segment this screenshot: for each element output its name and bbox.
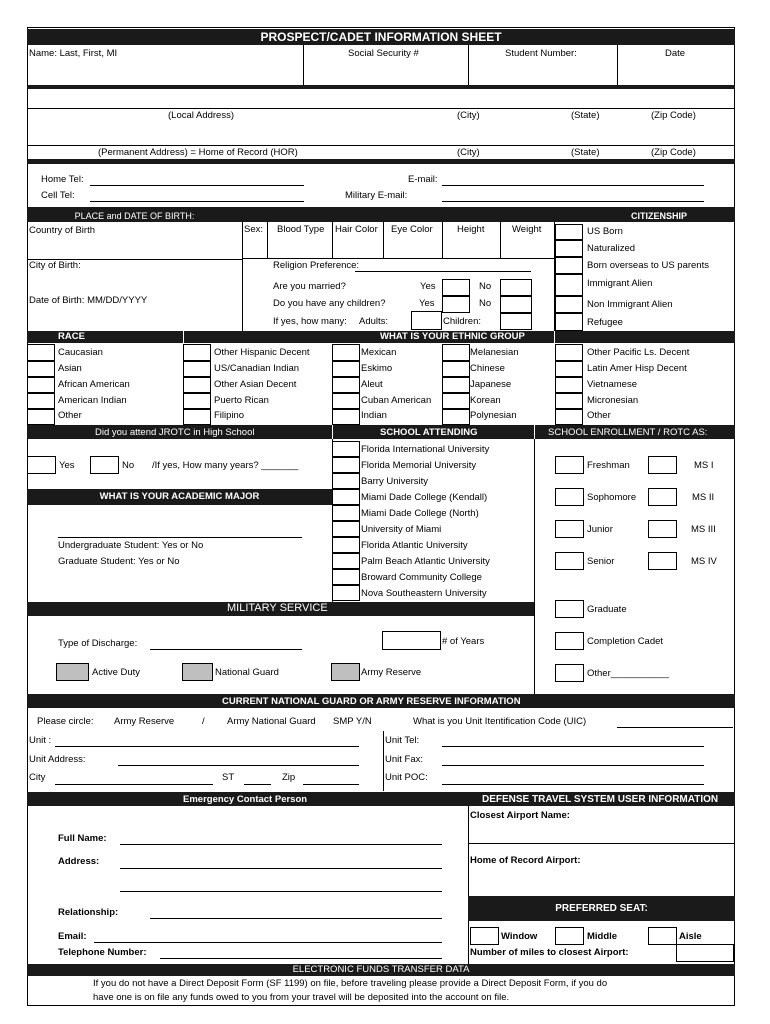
- race2-box-1[interactable]: [183, 361, 211, 377]
- other-box[interactable]: [555, 664, 584, 682]
- eth2-box-4[interactable]: [442, 409, 470, 425]
- closest-airport-label: Closest Airport Name:: [470, 810, 570, 821]
- eth2-label-3: Korean: [470, 395, 501, 406]
- eth2-label-1: Chinese: [470, 363, 505, 374]
- ms-box-1[interactable]: [648, 488, 677, 506]
- dts-header: DEFENSE TRAVEL SYSTEM USER INFORMATION: [482, 794, 719, 805]
- school-box-2[interactable]: [332, 473, 360, 489]
- graduate-box[interactable]: [555, 600, 584, 618]
- school-box-7[interactable]: [332, 553, 360, 569]
- form-title: PROSPECT/CADET INFORMATION SHEET: [27, 29, 735, 45]
- local-city-label: (City): [457, 110, 480, 121]
- active-duty-label: Active Duty: [92, 667, 141, 678]
- local-zip-label: (Zip Code): [651, 110, 696, 121]
- unit-poc-label: Unit POC:: [385, 772, 428, 783]
- school-box-0[interactable]: [332, 441, 360, 457]
- adults-box[interactable]: [411, 311, 442, 330]
- race2-label-1: US/Canadian Indian: [214, 363, 300, 374]
- school-header: SCHOOL ATTENDING: [380, 427, 478, 438]
- hor-airport-label: Home of Record Airport:: [470, 855, 581, 866]
- enroll-box-3[interactable]: [555, 552, 584, 570]
- children-q-label: Do you have any children?: [273, 298, 386, 309]
- eth-box-4[interactable]: [332, 409, 360, 425]
- miles-box[interactable]: [676, 944, 734, 962]
- years-label: # of Years: [442, 636, 485, 647]
- ms-label-0: MS I: [694, 460, 714, 471]
- unit-address-label: Unit Address:: [29, 754, 86, 765]
- cit-label-0: US Born: [587, 226, 623, 237]
- military-email-field[interactable]: [442, 201, 704, 202]
- enroll-box-0[interactable]: [555, 456, 584, 474]
- eth2-label-2: Japanese: [470, 379, 512, 390]
- perm-zip-label: (Zip Code): [651, 147, 696, 158]
- pob-header: PLACE and DATE OF BIRTH:: [27, 211, 242, 222]
- seat-header: PREFERRED SEAT:: [468, 896, 735, 921]
- jrotc-header: Did you attend JROTC in High School: [95, 427, 255, 438]
- race-label-3: American Indian: [58, 395, 127, 406]
- discharge-field[interactable]: [150, 649, 302, 650]
- cit-label-1: Naturalized: [587, 243, 636, 254]
- enroll-header: SCHOOL ENROLLMENT / ROTC AS:: [548, 427, 708, 438]
- school-label-2: Barry University: [361, 476, 429, 487]
- em-phone-label: Telephone Number:: [58, 947, 147, 958]
- cit-label-3: Immigrant Alien: [587, 278, 653, 289]
- eth3-box-3[interactable]: [555, 393, 583, 409]
- eft-line-2: have one is on file any funds owed to you from your travel will be deposited into the account on file.: [93, 992, 510, 1003]
- race-box-4[interactable]: [27, 409, 55, 425]
- unit-tel-field[interactable]: [442, 746, 704, 747]
- miles-label: Number of miles to closest Airport:: [470, 947, 629, 958]
- cit-box-1[interactable]: [555, 240, 583, 257]
- years-box[interactable]: [382, 631, 441, 650]
- eth2-box-2[interactable]: [442, 377, 470, 393]
- jrotc-no-label: No: [122, 460, 135, 471]
- email-label: E-mail:: [408, 174, 438, 185]
- perm-state-label: (State): [571, 147, 600, 158]
- uic-label: What is you Unit Itentification Code (UIC): [413, 716, 587, 727]
- ms-box-3[interactable]: [648, 552, 677, 570]
- eth-label-1: Eskimo: [361, 363, 393, 374]
- full-name-label: Full Name:: [58, 833, 107, 844]
- slash-label: /: [202, 716, 205, 727]
- children-count-box[interactable]: [500, 313, 532, 330]
- uic-field[interactable]: [617, 727, 733, 728]
- unit-tel-label: Unit Tel:: [385, 735, 420, 746]
- cit-box-3[interactable]: [555, 274, 583, 296]
- race2-box-4[interactable]: [183, 409, 211, 425]
- enroll-label-0: Freshman: [587, 460, 630, 471]
- completion-label: Completion Cadet: [587, 636, 664, 647]
- eth3-box-0[interactable]: [555, 344, 583, 361]
- children-no-label: No: [479, 298, 492, 309]
- emergency-header: Emergency Contact Person: [183, 794, 308, 805]
- completion-box[interactable]: [555, 632, 584, 650]
- married-yes-box[interactable]: [442, 279, 470, 296]
- children-no-box[interactable]: [500, 296, 532, 313]
- student-number-label: Student Number:: [505, 48, 577, 59]
- country-label: Country of Birth: [29, 225, 95, 236]
- jrotc-no-box[interactable]: [90, 456, 119, 474]
- army-reserve-label: Army Reserve: [361, 667, 422, 678]
- married-no-label: No: [479, 281, 492, 292]
- window-label: Window: [501, 931, 538, 942]
- window-box[interactable]: [470, 927, 499, 945]
- relationship-label: Relationship:: [58, 907, 119, 918]
- national-guard-label: National Guard: [215, 667, 279, 678]
- school-box-9[interactable]: [332, 585, 360, 601]
- eth2-box-3[interactable]: [442, 393, 470, 409]
- eth-label-2: Aleut: [361, 379, 383, 390]
- eth3-label-3: Micronesian: [587, 395, 639, 406]
- race-label-4: Other: [58, 410, 82, 421]
- religion-field[interactable]: [355, 271, 531, 272]
- aisle-box[interactable]: [648, 927, 677, 945]
- address-field-2[interactable]: [120, 891, 442, 892]
- children-yes-box[interactable]: [442, 296, 470, 313]
- grad-label: Graduate Student: Yes or No: [58, 556, 180, 567]
- eth3-label-0: Other Pacific Ls. Decent: [587, 347, 690, 358]
- cell-tel-label: Cell Tel:: [41, 190, 75, 201]
- race2-label-0: Other Hispanic Decent: [214, 347, 310, 358]
- em-email-field[interactable]: [94, 942, 442, 943]
- unit-label: Unit :: [29, 735, 52, 746]
- race-box-3[interactable]: [27, 393, 55, 409]
- please-circle-label: Please circle:: [37, 716, 94, 727]
- military-header: MILITARY SERVICE: [27, 602, 534, 616]
- race2-label-4: Filipino: [214, 410, 245, 421]
- school-box-5[interactable]: [332, 521, 360, 537]
- blood-type-label: Blood Type: [277, 224, 325, 235]
- enroll-label-2: Junior: [587, 524, 613, 535]
- em-phone-field[interactable]: [160, 958, 442, 959]
- eth-box-0[interactable]: [332, 344, 360, 361]
- hair-color-label: Hair Color: [335, 224, 378, 235]
- enroll-label-1: Sophomore: [587, 492, 637, 503]
- eth3-box-2[interactable]: [555, 377, 583, 393]
- discharge-label: Type of Discharge:: [58, 638, 138, 649]
- dob-label: Date of Birth: MM/DD/YYYY: [29, 295, 148, 306]
- city-birth-label: City of Birth:: [29, 260, 81, 271]
- height-label: Height: [457, 224, 485, 235]
- race2-box-2[interactable]: [183, 377, 211, 393]
- eth2-label-4: Polynesian: [470, 410, 517, 421]
- local-state-label: (State): [571, 110, 600, 121]
- school-label-0: Florida International University: [361, 444, 490, 455]
- date-label: Date: [665, 48, 686, 59]
- unit-st-field[interactable]: [244, 784, 271, 785]
- eth3-box-4[interactable]: [555, 409, 583, 425]
- how-many-label: If yes, how many:: [273, 316, 347, 327]
- eth2-box-0[interactable]: [442, 344, 470, 361]
- unit-fax-field[interactable]: [442, 765, 704, 766]
- weight-label: Weight: [512, 224, 542, 235]
- cit-box-2[interactable]: [555, 257, 583, 274]
- address-field-1[interactable]: [120, 868, 442, 869]
- eth-box-2[interactable]: [332, 377, 360, 393]
- eft-header: ELECTRONIC FUNDS TRANSFER DATA: [27, 964, 735, 976]
- ethnic-header-label: WHAT IS YOUR ETHNIC GROUP: [380, 331, 525, 342]
- ms-label-1: MS II: [692, 492, 715, 503]
- address-label: Address:: [58, 856, 100, 867]
- cit-box-0[interactable]: [555, 224, 583, 240]
- full-name-field[interactable]: [120, 844, 442, 845]
- race-header-label: RACE: [58, 331, 85, 342]
- relationship-field[interactable]: [150, 918, 442, 919]
- race-box-0[interactable]: [27, 344, 55, 361]
- citizenship-header: CITIZENSHIP: [583, 211, 735, 222]
- home-tel-label: Home Tel:: [41, 174, 84, 185]
- home-tel-field[interactable]: [90, 185, 304, 186]
- school-label-3: Miami Dade College (Kendall): [361, 492, 488, 503]
- unit-city-field[interactable]: [55, 784, 213, 785]
- guard-header: CURRENT NATIONAL GUARD OR ARMY RESERVE INFORMATION: [222, 696, 521, 707]
- unit-field[interactable]: [55, 746, 359, 747]
- permanent-address-label: (Permanent Address) = Home of Record (HOR): [98, 147, 298, 158]
- army-reserve-option[interactable]: Army Reserve: [114, 716, 175, 727]
- school-label-6: Florida Atlantic University: [361, 540, 468, 551]
- enroll-box-2[interactable]: [555, 520, 584, 538]
- unit-fax-label: Unit Fax:: [385, 754, 424, 765]
- graduate-label: Graduate: [587, 604, 627, 615]
- school-label-7: Palm Beach Atlantic University: [361, 556, 490, 567]
- jrotc-years-label: /If yes, How many years? _______: [152, 460, 299, 471]
- email-field[interactable]: [442, 185, 704, 186]
- children-count-label: Children:: [443, 316, 482, 327]
- school-box-3[interactable]: [332, 489, 360, 505]
- school-label-1: Florida Memorial University: [361, 460, 477, 471]
- eth-label-3: Cuban American: [361, 395, 432, 406]
- aisle-label: Aisle: [679, 931, 702, 942]
- national-guard-box[interactable]: [182, 663, 213, 681]
- major-header: WHAT IS YOUR ACADEMIC MAJOR: [27, 489, 332, 505]
- ms-box-0[interactable]: [648, 456, 677, 474]
- middle-box[interactable]: [555, 927, 584, 945]
- ssn-label: Social Security #: [348, 48, 419, 59]
- school-box-6[interactable]: [332, 537, 360, 553]
- unit-city-label: City: [29, 772, 46, 783]
- school-label-8: Broward Community College: [361, 572, 482, 583]
- cit-box-5[interactable]: [555, 313, 583, 331]
- military-email-label: Military E-mail:: [345, 190, 408, 201]
- eth2-label-0: Melanesian: [470, 347, 519, 358]
- unit-st-label: ST: [222, 772, 235, 783]
- em-email-label: Email:: [58, 931, 87, 942]
- eth3-box-1[interactable]: [555, 361, 583, 377]
- eth-label-4: Indian: [361, 410, 387, 421]
- eth3-label-1: Latin Amer Hisp Decent: [587, 363, 687, 374]
- cit-label-5: Refugee: [587, 317, 623, 328]
- perm-city-label: (City): [457, 147, 480, 158]
- ms-label-2: MS III: [691, 524, 716, 535]
- eth2-box-1[interactable]: [442, 361, 470, 377]
- cit-label-2: Born overseas to US parents: [587, 260, 709, 271]
- army-ng-option[interactable]: Army National Guard: [227, 716, 316, 727]
- race-box-1[interactable]: [27, 361, 55, 377]
- married-label: Are you married?: [273, 281, 346, 292]
- race-label-1: Asian: [58, 363, 82, 374]
- ms-label-3: MS IV: [691, 556, 717, 567]
- children-yes-label: Yes: [419, 298, 435, 309]
- ms-box-2[interactable]: [648, 520, 677, 538]
- race-label-0: Caucasian: [58, 347, 103, 358]
- school-box-1[interactable]: [332, 457, 360, 473]
- adults-label: Adults:: [359, 316, 389, 327]
- unit-poc-field[interactable]: [442, 784, 704, 785]
- race2-box-0[interactable]: [183, 344, 211, 361]
- school-box-8[interactable]: [332, 569, 360, 585]
- eth-box-1[interactable]: [332, 361, 360, 377]
- smp-label: SMP Y/N: [333, 716, 372, 727]
- eth-box-3[interactable]: [332, 393, 360, 409]
- middle-label: Middle: [587, 931, 618, 942]
- eth3-label-4: Other: [587, 410, 611, 421]
- school-box-4[interactable]: [332, 505, 360, 521]
- enroll-box-1[interactable]: [555, 488, 584, 506]
- unit-zip-label: Zip: [282, 772, 296, 783]
- religion-label: Religion Preference:: [273, 260, 360, 271]
- name-label: Name: Last, First, MI: [29, 48, 118, 59]
- school-label-5: University of Miami: [361, 524, 442, 535]
- married-yes-label: Yes: [420, 281, 436, 292]
- race2-label-3: Puerto Rican: [214, 395, 269, 406]
- race2-label-2: Other Asian Decent: [214, 379, 297, 390]
- eye-color-label: Eye Color: [391, 224, 433, 235]
- major-field[interactable]: [58, 537, 302, 538]
- school-label-9: Nova Southeastern University: [361, 588, 487, 599]
- cit-box-4[interactable]: [555, 296, 583, 313]
- jrotc-yes-box[interactable]: [27, 456, 56, 474]
- enroll-label-3: Senior: [587, 556, 615, 567]
- eft-line-1: If you do not have a Direct Deposit Form (SF 1199) on file, before traveling please provide a Direct Deposit Form, if you do: [93, 978, 608, 989]
- local-address-label: (Local Address): [168, 110, 235, 121]
- school-label-4: Miami Dade College (North): [361, 508, 479, 519]
- race2-box-3[interactable]: [183, 393, 211, 409]
- race-box-2[interactable]: [27, 377, 55, 393]
- cell-tel-field[interactable]: [90, 201, 304, 202]
- unit-zip-field[interactable]: [303, 784, 359, 785]
- army-reserve-box[interactable]: [331, 663, 360, 681]
- other-label: Other___________: [587, 668, 669, 679]
- married-no-box[interactable]: [500, 279, 532, 296]
- sex-label: Sex:: [244, 224, 264, 235]
- race-label-2: African American: [58, 379, 130, 390]
- active-duty-box[interactable]: [56, 663, 89, 681]
- eth-label-0: Mexican: [361, 347, 397, 358]
- unit-address-field[interactable]: [118, 765, 359, 766]
- jrotc-yes-label: Yes: [59, 460, 75, 471]
- cit-label-4: Non Immigrant Alien: [587, 299, 673, 310]
- eth3-label-2: Vietnamese: [587, 379, 637, 390]
- undergrad-label: Undergraduate Student: Yes or No: [58, 540, 204, 551]
